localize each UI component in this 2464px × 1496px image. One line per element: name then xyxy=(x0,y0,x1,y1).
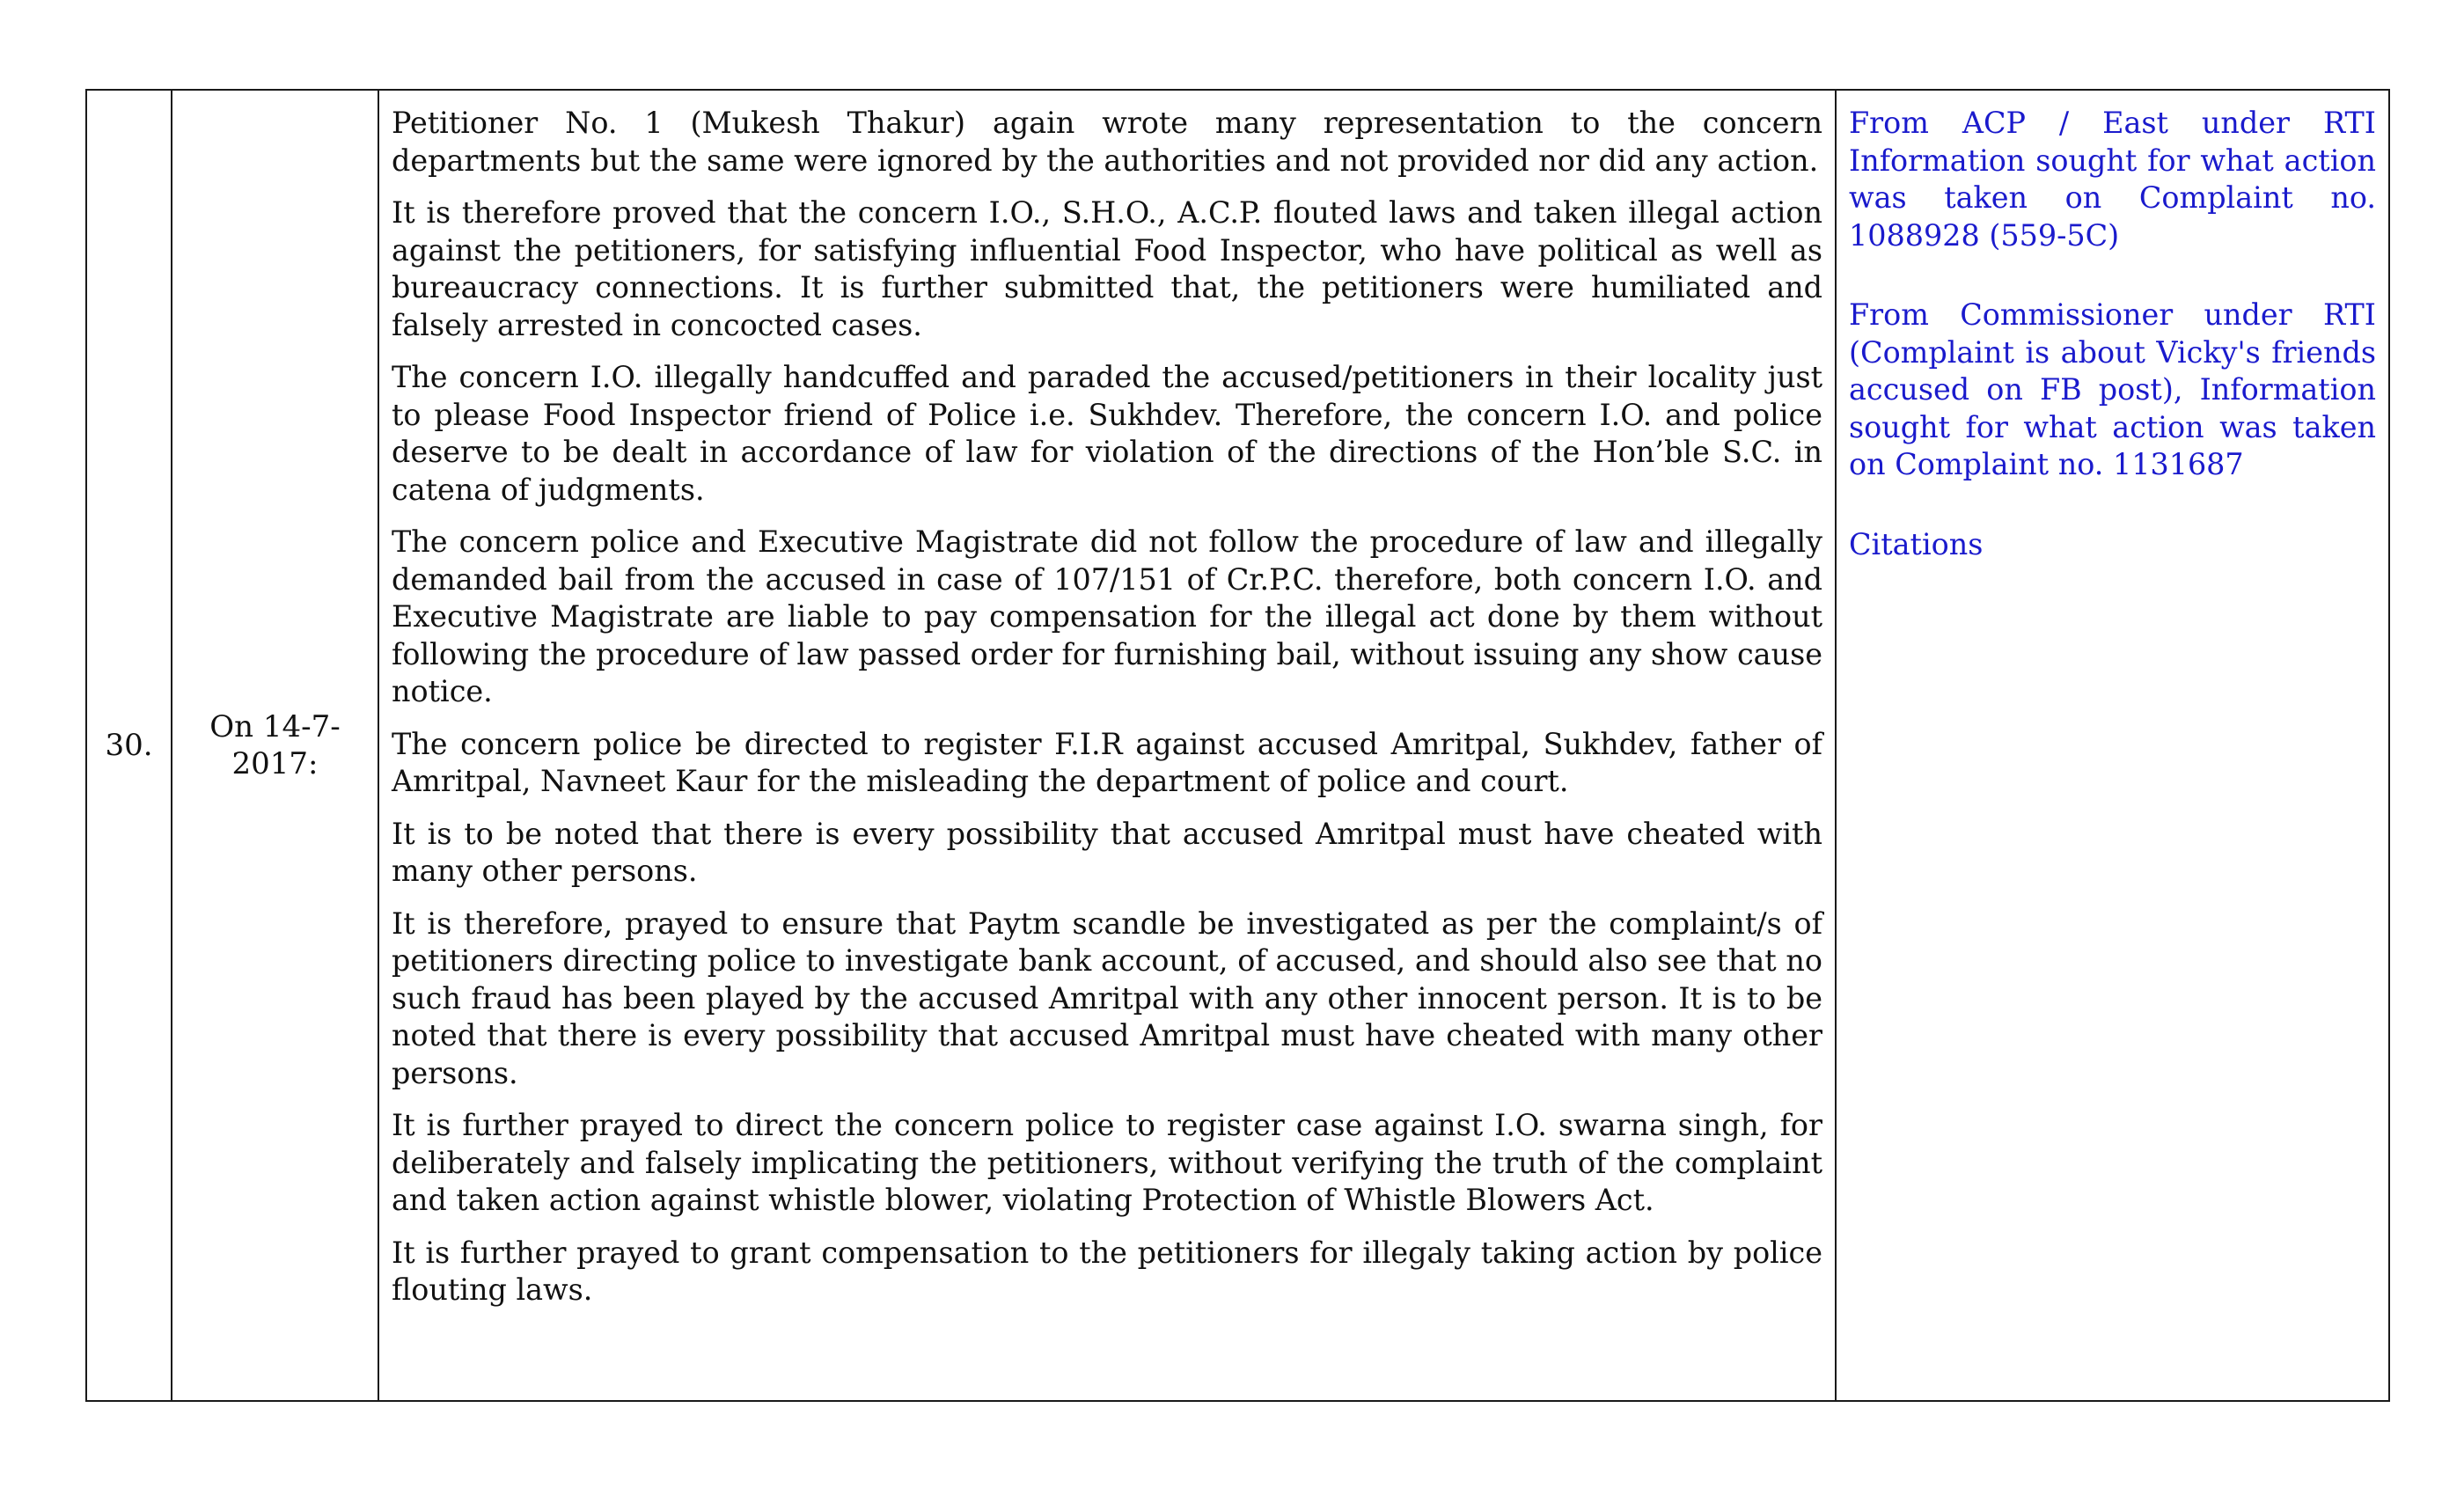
serial-number-cell xyxy=(86,90,172,1401)
paragraph: The concern police be directed to register F.I.R against accused Amritpal, Sukhdev, father of Amritpal, Navneet Kaur for the misleading the department of police and court. xyxy=(392,726,1822,798)
serial-number: 30. xyxy=(105,728,153,763)
paragraph: The concern police and Executive Magistrate did not follow the procedure of law and illegally demanded bail from the accused in case of 107/151 of Cr.P.C. therefore, both concern I.O. and Executive Magistrate are liable to pay compensation for the illegal act done by them without following the procedure of law passed order for furnishing bail, without issuing any show cause notice. xyxy=(392,524,1822,708)
event-date: On 14-7-2017: xyxy=(209,709,341,781)
details-cell xyxy=(378,90,1836,1401)
paragraph: Petitioner No. 1 (Mukesh Thakur) again wrote many representation to the concern departments but the same were ignored by the authorities and not provided nor did any action. xyxy=(392,106,1822,178)
paragraph: It is further prayed to grant compensation to the petitioners for illegaly taking action by police flouting laws. xyxy=(392,1235,1822,1307)
date-cell xyxy=(172,90,378,1401)
commissioner-rti-link[interactable]: From Commissioner under RTI (Complaint is about Vicky's friends accused on FB post), Information sought for what action was taken on Complaint no. 1131687 xyxy=(1849,297,2376,481)
references-cell xyxy=(1836,90,2389,1401)
paragraph: It is further prayed to direct the concern police to register case against I.O. swarna singh, for deliberately and falsely implicating the petitioners, without verifying the truth of the complaint and taken action against whistle blower, violating Protection of Whistle Blowers Act. xyxy=(392,1108,1822,1217)
paragraph: The concern I.O. illegally handcuffed and paraded the accused/petitioners in their locality just to please Food Inspector friend of Police i.e. Sukhdev. Therefore, the concern I.O. and police deserve to be dealt in accordance of law for violation of the directions of the Hon’ble S.C. in catena of judgments. xyxy=(392,360,1822,507)
paragraph: It is therefore proved that the concern I.O., S.H.O., A.C.P. flouted laws and taken illegal action against the petitioners, for satisfying influential Food Inspector, who have political as well as bureaucracy connections. It is further submitted that, the petitioners were humiliated and falsely arrested in concocted cases. xyxy=(392,195,1822,342)
document-table xyxy=(85,89,2390,1402)
citations-link[interactable]: Citations xyxy=(1849,526,1984,561)
paragraph: It is therefore, prayed to ensure that Paytm scandle be investigated as per the complaint/s of petitioners directing police to investigate bank account, of accused, and should also see that no such fraud has been played by the accused Amritpal with any other innocent person. It is to be noted that there is every possibility that accused Amritpal must have cheated with many other persons. xyxy=(392,906,1822,1090)
acp-rti-link[interactable]: From ACP / East under RTI Information sought for what action was taken on Complaint no. 1088928 (559-5C) xyxy=(1849,106,2376,253)
paragraph: It is to be noted that there is every possibility that accused Amritpal must have cheated with many other persons. xyxy=(392,816,1822,888)
table-row xyxy=(86,90,2389,1401)
